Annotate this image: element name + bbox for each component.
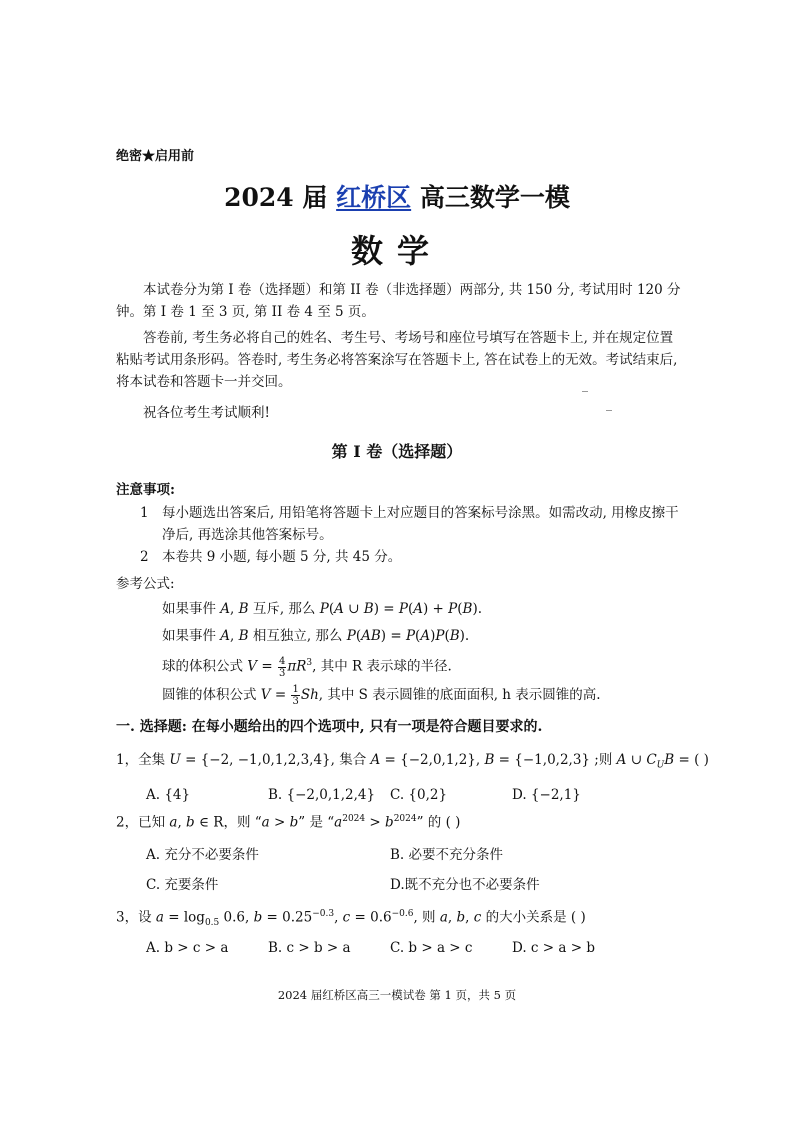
q2-option-c: C. 充要条件 <box>146 877 219 893</box>
secret-label: 绝密★启用前 <box>116 149 195 164</box>
q2-option-a: A. 充分不必要条件 <box>146 847 259 863</box>
question-2-stem: 2，已知 a, b ∈ R，则 “a > b” 是 “$a^{2024} > b^{2024}$” 的 ( ) <box>116 814 461 831</box>
formula-mutually-exclusive: 如果事件 A, B 互斥, 那么 P(A ∪ B) = P(A) + P(B). <box>162 601 483 617</box>
question-3-stem: 3，设 $a = \log_{0.5} 0.6$, $b = 0.25^{-0.3}$, $c = 0.6^{-0.6}$, 则 a, b, c 的大小关系是 ( ) <box>116 909 586 929</box>
note-text: 本卷共 9 小题, 每小题 5 分, 共 45 分。 <box>162 549 402 565</box>
q1-option-c: C. {0,2} <box>390 787 448 803</box>
question-1-stem: 1，全集 U = {−2, −1,0,1,2,3,4}, 集合 A = {−2,0,1,2}, B = {−1,0,2,3} ;则 A ∪ $C_UB$ = ( ) <box>116 752 709 771</box>
intro-paragraph-1: 本试卷分为第 I 卷（选择题）和第 II 卷（非选择题）两部分, 共 150 分, 考试用时 120 分钟。第 I 卷 1 至 3 页, 第 II 卷 4 至 5 页。 <box>116 282 681 320</box>
q1-option-a: A. {4} <box>146 787 191 803</box>
q2-option-b: B. 必要不充分条件 <box>390 847 504 863</box>
q3-option-c: C. b > a > c <box>390 940 473 956</box>
district-link[interactable]: 红桥区 <box>336 183 412 212</box>
note-number: 1 <box>140 505 149 521</box>
q3-option-b: B. c > b > a <box>268 940 351 956</box>
note-number: 2 <box>140 549 149 565</box>
exam-title <box>0 178 794 214</box>
note-item <box>140 546 685 568</box>
formula-cone-volume: 圆锥的体积公式 V = $\frac{1}{3}$ Sh, 其中 S 表示圆锥的底面面积, h 表示圆锥的高. <box>162 684 601 707</box>
title-suffix: 高三数学一模 <box>419 183 570 212</box>
q3-option-a: A. b > c > a <box>146 940 229 956</box>
q3-option-d: D. c > a > b <box>512 940 595 956</box>
q1-option-d: D. {−2,1} <box>512 787 581 803</box>
note-item <box>140 502 685 546</box>
q2-option-d: D.既不充分也不必要条件 <box>390 877 540 893</box>
reference-heading: 参考公式: <box>116 576 175 592</box>
notes-heading: 注意事项: <box>116 482 175 498</box>
note-text: 每小题选出答案后, 用铅笔将答题卡上对应题目的答案标号涂黑。如需改动, 用橡皮擦干净后, 再选涂其他答案标号。 <box>162 505 679 543</box>
page-footer: 2024 届红桥区高三一模试卷 第 1 页，共 5 页 <box>277 988 517 1002</box>
section-heading: 一. 选择题: 在每小题给出的四个选项中, 只有一项是符合题目要求的. <box>116 719 543 735</box>
scan-speck <box>606 410 612 411</box>
subject-title: 数学 <box>350 232 443 270</box>
scan-speck <box>582 391 588 392</box>
q1-option-b: B. {−2,0,1,2,4} <box>268 787 376 803</box>
intro-paragraph-2: 答卷前, 考生务必将自己的姓名、考生号、考场号和座位号填写在答题卡上, 并在规定位置粘贴考试用条形码。答卷时, 考生务必将答案涂写在答题卡上, 答在试卷上的无效。考试结束后, 将本试卷和答题卡一并交回。 <box>116 330 678 390</box>
title-prefix: 2024 届 <box>224 183 328 212</box>
formula-independent: 如果事件 A, B 相互独立, 那么 P(AB) = P(A)P(B). <box>162 628 470 644</box>
formula-sphere-volume: 球的体积公式 V = $\frac{4}{3}$ $\pi R^3$, 其中 R 表示球的半径. <box>162 655 452 679</box>
intro-paragraph-3: 祝各位考生考试顺利! <box>143 405 270 421</box>
part1-title: 第 I 卷（选择题） <box>331 442 463 461</box>
